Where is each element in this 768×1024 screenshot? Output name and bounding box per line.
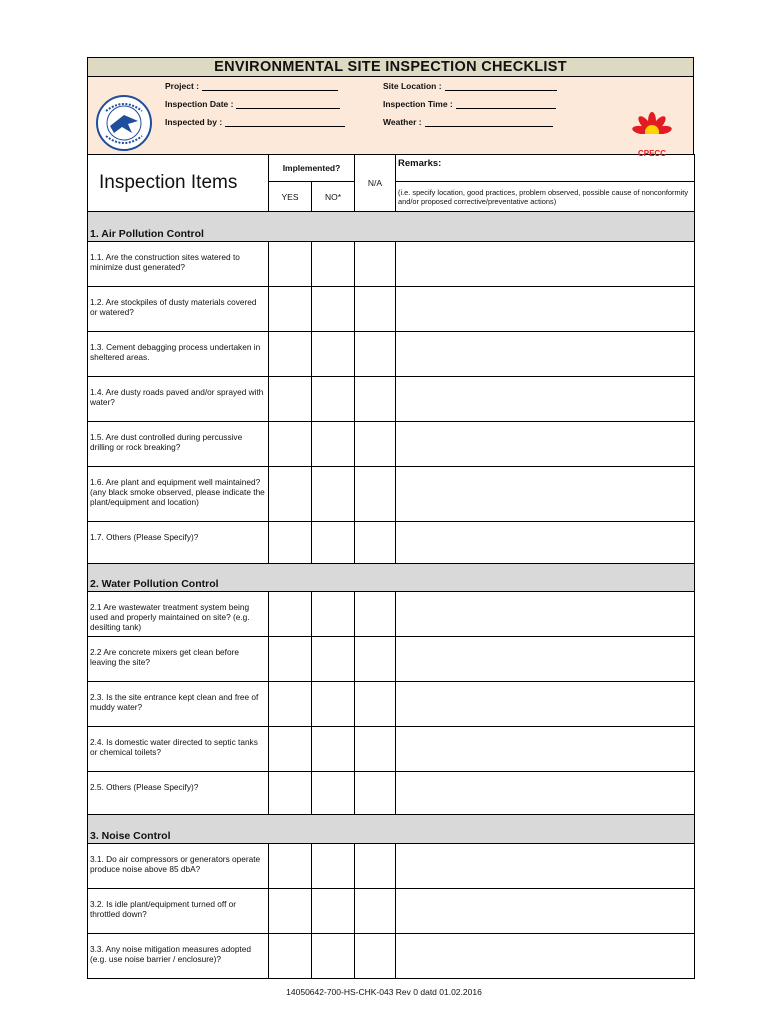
remarks-cell[interactable] bbox=[396, 377, 695, 422]
no-cell[interactable] bbox=[312, 422, 355, 467]
yes-cell[interactable] bbox=[269, 522, 312, 564]
yes-cell[interactable] bbox=[269, 844, 312, 889]
inspection-question: 2.5. Others (Please Specify)? bbox=[88, 772, 269, 815]
section-title: 3. Noise Control bbox=[88, 815, 695, 844]
yes-cell[interactable] bbox=[269, 377, 312, 422]
remarks-cell[interactable] bbox=[396, 422, 695, 467]
no-cell[interactable] bbox=[312, 242, 355, 287]
yes-cell[interactable] bbox=[269, 772, 312, 815]
inspection-question: 3.1. Do air compressors or generators operate produce noise above 85 dbA? bbox=[88, 844, 269, 889]
checklist-row bbox=[88, 287, 695, 332]
remarks-cell[interactable] bbox=[396, 467, 695, 522]
project-field[interactable]: Project : bbox=[165, 81, 338, 91]
na-cell[interactable] bbox=[355, 889, 396, 934]
form-header bbox=[87, 77, 694, 158]
svg-text:CPECC: CPECC bbox=[637, 149, 667, 158]
section-row bbox=[88, 564, 695, 592]
document-title: ENVIRONMENTAL SITE INSPECTION CHECKLIST bbox=[87, 57, 694, 77]
remarks-cell[interactable] bbox=[396, 727, 695, 772]
no-cell[interactable] bbox=[312, 682, 355, 727]
checklist-row bbox=[88, 592, 695, 637]
no-cell[interactable] bbox=[312, 772, 355, 815]
no-cell[interactable] bbox=[312, 332, 355, 377]
section-title: 1. Air Pollution Control bbox=[88, 212, 695, 242]
section-title: 2. Water Pollution Control bbox=[88, 564, 695, 592]
remarks-cell[interactable] bbox=[396, 637, 695, 682]
na-cell[interactable] bbox=[355, 287, 396, 332]
na-heading: N/A bbox=[355, 155, 396, 212]
checklist-sheet bbox=[87, 57, 694, 979]
na-cell[interactable] bbox=[355, 844, 396, 889]
na-cell[interactable] bbox=[355, 934, 396, 979]
inspection-question: 1.1. Are the construction sites watered to minimize dust generated? bbox=[88, 242, 269, 287]
inspection-question: 1.2. Are stockpiles of dusty materials covered or watered? bbox=[88, 287, 269, 332]
yes-cell[interactable] bbox=[269, 467, 312, 522]
inspection-question: 3.3. Any noise mitigation measures adopted (e.g. use noise barrier / enclosure)? bbox=[88, 934, 269, 979]
yes-cell[interactable] bbox=[269, 592, 312, 637]
checklist-row bbox=[88, 377, 695, 422]
yes-cell[interactable] bbox=[269, 287, 312, 332]
no-cell[interactable] bbox=[312, 889, 355, 934]
na-cell[interactable] bbox=[355, 377, 396, 422]
remarks-cell[interactable] bbox=[396, 592, 695, 637]
kuwait-oil-company-logo bbox=[94, 93, 154, 153]
remarks-heading: Remarks: bbox=[396, 155, 695, 182]
inspection-time-field[interactable]: Inspection Time : bbox=[383, 99, 556, 109]
inspection-table bbox=[87, 154, 695, 979]
section-row bbox=[88, 815, 695, 844]
remarks-cell[interactable] bbox=[396, 242, 695, 287]
no-cell[interactable] bbox=[312, 467, 355, 522]
na-cell[interactable] bbox=[355, 522, 396, 564]
remarks-cell[interactable] bbox=[396, 287, 695, 332]
remarks-cell[interactable] bbox=[396, 332, 695, 377]
no-cell[interactable] bbox=[312, 377, 355, 422]
yes-cell[interactable] bbox=[269, 727, 312, 772]
na-cell[interactable] bbox=[355, 242, 396, 287]
remarks-cell[interactable] bbox=[396, 522, 695, 564]
inspection-question: 2.3. Is the site entrance kept clean and free of muddy water? bbox=[88, 682, 269, 727]
remarks-hint: (i.e. specify location, good practices, problem observed, possible cause of nonconformity and/or proposed corrective/preventative actions) bbox=[396, 182, 695, 212]
cpecc-logo bbox=[625, 107, 679, 161]
inspection-question: 2.2 Are concrete mixers get clean before leaving the site? bbox=[88, 637, 269, 682]
no-cell[interactable] bbox=[312, 592, 355, 637]
inspection-items-heading: Inspection Items bbox=[88, 155, 269, 212]
document-footer: 14050642-700-HS-CHK-043 Rev 0 datd 01.02.2016 bbox=[286, 987, 482, 997]
inspection-date-field[interactable]: Inspection Date : bbox=[165, 99, 340, 109]
yes-cell[interactable] bbox=[269, 422, 312, 467]
na-cell[interactable] bbox=[355, 727, 396, 772]
inspection-question: 1.6. Are plant and equipment well maintained? (any black smoke observed, please indicate the plant/equipment and location) bbox=[88, 467, 269, 522]
no-cell[interactable] bbox=[312, 727, 355, 772]
checklist-row bbox=[88, 242, 695, 287]
inspection-question: 3.2. Is idle plant/equipment turned off or throttled down? bbox=[88, 889, 269, 934]
checklist-row bbox=[88, 727, 695, 772]
inspection-question: 1.3. Cement debagging process undertaken in sheltered areas. bbox=[88, 332, 269, 377]
remarks-cell[interactable] bbox=[396, 772, 695, 815]
no-cell[interactable] bbox=[312, 637, 355, 682]
no-cell[interactable] bbox=[312, 522, 355, 564]
no-cell[interactable] bbox=[312, 934, 355, 979]
na-cell[interactable] bbox=[355, 592, 396, 637]
yes-cell[interactable] bbox=[269, 332, 312, 377]
checklist-row bbox=[88, 889, 695, 934]
section-row bbox=[88, 212, 695, 242]
na-cell[interactable] bbox=[355, 332, 396, 377]
yes-heading: YES bbox=[269, 182, 312, 212]
no-cell[interactable] bbox=[312, 844, 355, 889]
checklist-row bbox=[88, 934, 695, 979]
checklist-row bbox=[88, 844, 695, 889]
na-cell[interactable] bbox=[355, 467, 396, 522]
remarks-cell[interactable] bbox=[396, 934, 695, 979]
yes-cell[interactable] bbox=[269, 889, 312, 934]
no-cell[interactable] bbox=[312, 287, 355, 332]
site-location-field[interactable]: Site Location : bbox=[383, 81, 557, 91]
inspection-question: 2.1 Are wastewater treatment system being used and properly maintained on site? (e.g. desilting tank) bbox=[88, 592, 269, 637]
inspection-question: 1.4. Are dusty roads paved and/or sprayed with water? bbox=[88, 377, 269, 422]
checklist-row bbox=[88, 682, 695, 727]
inspection-question: 1.7. Others (Please Specify)? bbox=[88, 522, 269, 564]
checklist-row bbox=[88, 332, 695, 377]
checklist-row bbox=[88, 467, 695, 522]
checklist-row bbox=[88, 637, 695, 682]
checklist-row bbox=[88, 772, 695, 815]
na-cell[interactable] bbox=[355, 422, 396, 467]
yes-cell[interactable] bbox=[269, 637, 312, 682]
no-heading: NO* bbox=[312, 182, 355, 212]
na-cell[interactable] bbox=[355, 637, 396, 682]
yes-cell[interactable] bbox=[269, 934, 312, 979]
na-cell[interactable] bbox=[355, 682, 396, 727]
inspection-question: 1.5. Are dust controlled during percussive drilling or rock breaking? bbox=[88, 422, 269, 467]
checklist-row bbox=[88, 522, 695, 564]
yes-cell[interactable] bbox=[269, 682, 312, 727]
implemented-heading: Implemented? bbox=[269, 155, 355, 182]
yes-cell[interactable] bbox=[269, 242, 312, 287]
remarks-cell[interactable] bbox=[396, 682, 695, 727]
inspected-by-field[interactable]: Inspected by : bbox=[165, 117, 345, 127]
checklist-row bbox=[88, 422, 695, 467]
remarks-cell[interactable] bbox=[396, 889, 695, 934]
inspection-question: 2.4. Is domestic water directed to septic tanks or chemical toilets? bbox=[88, 727, 269, 772]
remarks-cell[interactable] bbox=[396, 844, 695, 889]
na-cell[interactable] bbox=[355, 772, 396, 815]
weather-field[interactable]: Weather : bbox=[383, 117, 553, 127]
